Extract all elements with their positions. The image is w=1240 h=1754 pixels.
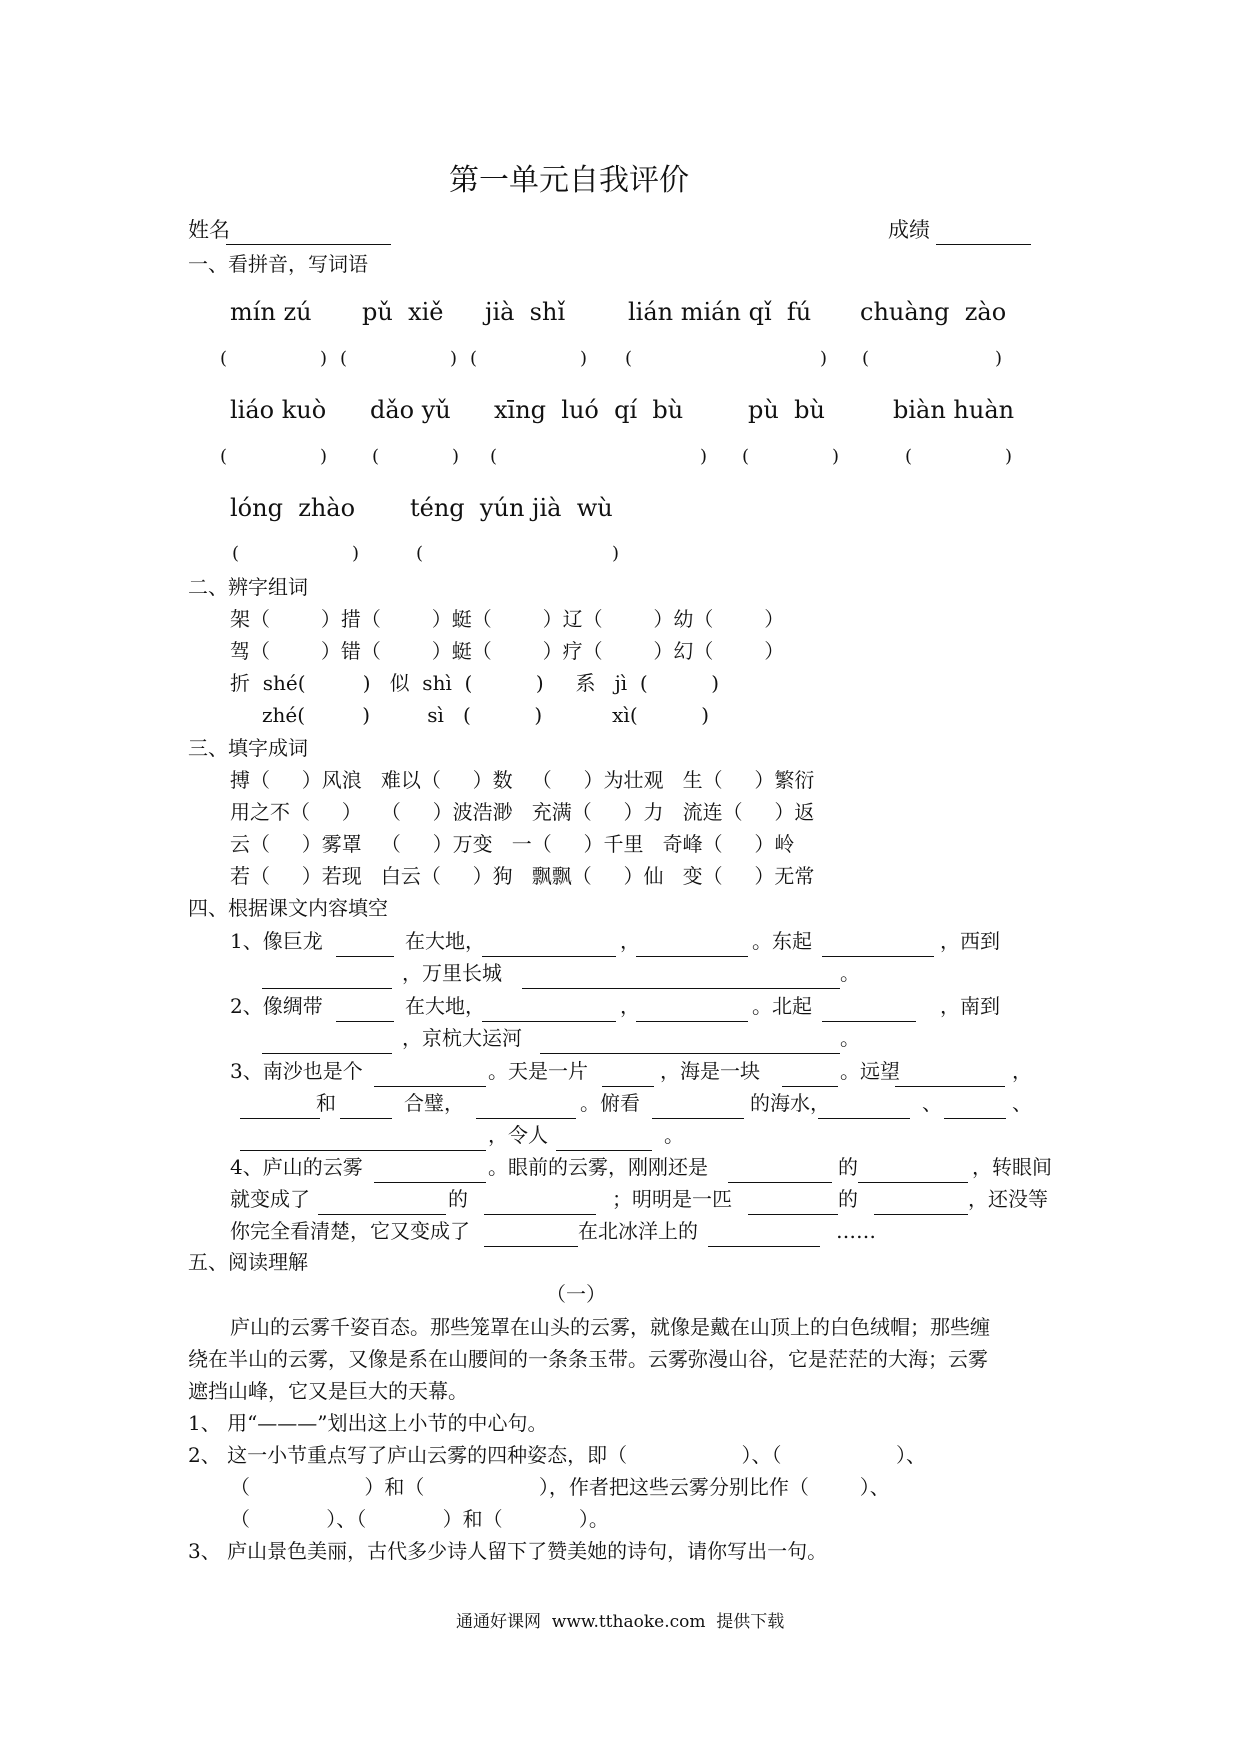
- score-blank[interactable]: [936, 244, 1031, 245]
- question-text: 在北冰洋上的: [578, 1219, 698, 1243]
- question-text: ，南到: [940, 994, 1000, 1018]
- fill-word-line: 搏（ ）风浪 难以（ ）数 （ ）为壮观 生（ ）繁衍: [230, 768, 815, 792]
- question-text: ，万里长城: [402, 961, 502, 985]
- question-text: 。: [840, 1026, 860, 1050]
- answer-blank[interactable]: [318, 1214, 446, 1215]
- page-title: 第一单元自我评价: [449, 163, 689, 198]
- question-text: ，: [1012, 1059, 1032, 1083]
- name-blank[interactable]: [226, 244, 391, 245]
- section-2-heading: 二、辨字组词: [188, 575, 308, 599]
- question-text: 、: [922, 1091, 942, 1115]
- passage-number: （一）: [546, 1282, 606, 1306]
- section-3-heading: 三、填字成词: [188, 736, 308, 760]
- answer-blank[interactable]: [540, 1053, 840, 1054]
- answer-blank[interactable]: [782, 1086, 838, 1087]
- answer-blank[interactable]: [636, 1021, 748, 1022]
- pinyin-item: pǔ xiě: [362, 298, 444, 326]
- question-text: 4、庐山的云雾: [230, 1155, 363, 1179]
- question-text: 。: [664, 1123, 684, 1147]
- reading-question: 3、 庐山景色美丽，古代多少诗人留下了赞美她的诗句，请你写出一句。: [188, 1539, 828, 1563]
- answer-blank[interactable]: [858, 1182, 968, 1183]
- answer-paren-close: ): [580, 348, 588, 369]
- name-label: 姓名: [188, 218, 230, 242]
- fill-word-line: 若（ ）若现 白云（ ）狗 飘飘（ ）仙 变（ ）无常: [230, 864, 815, 888]
- answer-paren-close: ): [700, 446, 708, 467]
- answer-blank[interactable]: [340, 1118, 392, 1119]
- passage-line: 绕在半山的云雾，又像是系在山腰间的一条条玉带。云雾弥漫山谷，它是茫茫的大海；云雾: [188, 1347, 988, 1371]
- answer-paren-close: ): [995, 348, 1003, 369]
- question-text: 。北起: [752, 994, 812, 1018]
- question-text: 、: [1012, 1091, 1032, 1115]
- question-text: 。东起: [752, 929, 812, 953]
- answer-blank[interactable]: [652, 1118, 744, 1119]
- question-text: ；明明是一匹: [612, 1187, 732, 1211]
- answer-paren-open: (: [372, 446, 380, 467]
- answer-blank[interactable]: [374, 1086, 486, 1087]
- char-group-line: zhé( ) sì ( ) xì( ): [262, 703, 709, 727]
- pinyin-item: lián mián qǐ fú: [628, 298, 812, 326]
- pinyin-item: xīng luó qí bù: [494, 396, 684, 424]
- section-4-heading: 四、根据课文内容填空: [188, 896, 388, 920]
- question-text: ，令人: [488, 1123, 548, 1147]
- question-text: 的: [838, 1155, 858, 1179]
- answer-paren-close: ): [450, 348, 458, 369]
- answer-blank[interactable]: [240, 1150, 486, 1151]
- answer-paren-open: (: [742, 446, 750, 467]
- answer-paren-close: ): [832, 446, 840, 467]
- answer-paren-close: ): [1005, 446, 1013, 467]
- question-text: 。俯看: [580, 1091, 640, 1115]
- question-text: ，京杭大运河: [402, 1026, 522, 1050]
- answer-blank[interactable]: [262, 1053, 392, 1054]
- question-text: 的: [448, 1187, 468, 1211]
- question-text: ，: [620, 994, 640, 1018]
- question-text: ，海是一块: [660, 1059, 760, 1083]
- pinyin-item: jià shǐ: [485, 298, 566, 326]
- answer-blank[interactable]: [336, 956, 394, 957]
- fill-word-line: 云（ ）雾罩 （ ）万变 一（ ）千里 奇峰（ ）岭: [230, 832, 795, 856]
- answer-blank[interactable]: [484, 1214, 596, 1215]
- answer-blank[interactable]: [602, 1086, 654, 1087]
- question-text: 的: [838, 1187, 858, 1211]
- passage-line: 遮挡山峰，它又是巨大的天幕。: [188, 1379, 468, 1403]
- question-text: ，还没等: [968, 1187, 1048, 1211]
- question-text: 就变成了: [230, 1187, 310, 1211]
- answer-paren-open: (: [490, 446, 498, 467]
- question-text: 在大地，: [405, 994, 485, 1018]
- answer-paren-close: ): [820, 348, 828, 369]
- question-text: 2、像绸带: [230, 994, 323, 1018]
- answer-paren-open: (: [905, 446, 913, 467]
- reading-question: 2、 这一小节重点写了庐山云雾的四种姿态，即（ ）、（ ）、: [188, 1443, 926, 1467]
- pinyin-item: liáo kuò: [230, 396, 327, 424]
- question-text: 合璧，: [404, 1091, 464, 1115]
- answer-paren-open: (: [220, 446, 228, 467]
- section-5-heading: 五、阅读理解: [188, 1250, 308, 1274]
- answer-paren-open: (: [220, 348, 228, 369]
- score-label: 成绩: [888, 218, 930, 242]
- question-text: ，转眼间: [972, 1155, 1052, 1179]
- answer-blank[interactable]: [374, 1182, 486, 1183]
- section-1-heading: 一、看拼音，写词语: [188, 252, 368, 276]
- answer-blank[interactable]: [874, 1214, 968, 1215]
- reading-question: （ ）、（ ）和（ ）。: [230, 1507, 609, 1531]
- pinyin-item: pù bù: [748, 396, 825, 424]
- pinyin-item: lóng zhào: [230, 494, 356, 522]
- reading-question: 1、 用“———”划出这上小节的中心句。: [188, 1411, 548, 1435]
- answer-blank[interactable]: [895, 1086, 1005, 1087]
- answer-blank[interactable]: [484, 1246, 578, 1247]
- question-text: 1、像巨龙: [230, 929, 323, 953]
- answer-paren-close: ): [320, 446, 328, 467]
- question-text: 。: [840, 961, 860, 985]
- answer-blank[interactable]: [240, 1118, 320, 1119]
- question-text: 。眼前的云雾，刚刚还是: [488, 1155, 708, 1179]
- answer-paren-open: (: [340, 348, 348, 369]
- question-text: 。远望: [840, 1059, 900, 1083]
- answer-blank[interactable]: [818, 1118, 910, 1119]
- question-text: ，: [620, 929, 640, 953]
- answer-blank[interactable]: [482, 956, 616, 957]
- fill-word-line: 用之不（ ） （ ）波浩渺 充满（ ）力 流连（ ）返: [230, 800, 815, 824]
- reading-question: （ ）和（ ），作者把这些云雾分别比作（ ）、: [230, 1475, 890, 1499]
- answer-paren-open: (: [625, 348, 633, 369]
- question-text: 和: [316, 1091, 336, 1115]
- answer-blank[interactable]: [336, 1021, 394, 1022]
- answer-paren-open: (: [862, 348, 870, 369]
- answer-paren-open: (: [470, 348, 478, 369]
- answer-blank[interactable]: [482, 1021, 616, 1022]
- question-text: 3、南沙也是个: [230, 1059, 363, 1083]
- answer-paren-close: ): [352, 543, 360, 564]
- question-text: 。天是一片: [488, 1059, 588, 1083]
- answer-blank[interactable]: [708, 1246, 820, 1247]
- pinyin-item: dǎo yǔ: [370, 396, 451, 424]
- answer-blank[interactable]: [262, 988, 392, 989]
- answer-blank[interactable]: [522, 988, 840, 989]
- question-text: ……: [836, 1219, 876, 1243]
- char-group-line: 驾（ ）错（ ）蜓（ ）疗（ ）幻（ ）: [230, 639, 785, 663]
- answer-blank[interactable]: [748, 1214, 838, 1215]
- pinyin-item: téng yún jià wù: [410, 494, 613, 522]
- char-group-line: 折 shé( ) 似 shì ( ) 系 jì ( ): [230, 671, 720, 695]
- answer-paren-close: ): [612, 543, 620, 564]
- answer-paren-close: ): [452, 446, 460, 467]
- pinyin-item: biàn huàn: [893, 396, 1015, 424]
- pinyin-item: mín zú: [230, 298, 312, 326]
- answer-paren-open: (: [416, 543, 424, 564]
- question-text: 在大地，: [405, 929, 485, 953]
- answer-blank[interactable]: [476, 1118, 576, 1119]
- answer-blank[interactable]: [822, 1021, 916, 1022]
- answer-paren-open: (: [232, 543, 240, 564]
- answer-blank[interactable]: [944, 1118, 1006, 1119]
- answer-paren-close: ): [320, 348, 328, 369]
- char-group-line: 架（ ）措（ ）蜓（ ）辽（ ）幼（ ）: [230, 607, 785, 631]
- passage-line: 庐山的云雾千姿百态。那些笼罩在山头的云雾，就像是戴在山顶上的白色绒帽；那些缠: [230, 1315, 990, 1339]
- question-text: 你完全看清楚，它又变成了: [230, 1219, 470, 1243]
- question-text: ，西到: [940, 929, 1000, 953]
- answer-blank[interactable]: [822, 956, 934, 957]
- answer-blank[interactable]: [728, 1182, 832, 1183]
- answer-blank[interactable]: [556, 1150, 652, 1151]
- answer-blank[interactable]: [636, 956, 748, 957]
- footer-text: 通通好课网 www.tthaoke.com 提供下载: [456, 1612, 785, 1632]
- pinyin-item: chuàng zào: [860, 298, 1007, 326]
- question-text: 的海水，: [750, 1091, 830, 1115]
